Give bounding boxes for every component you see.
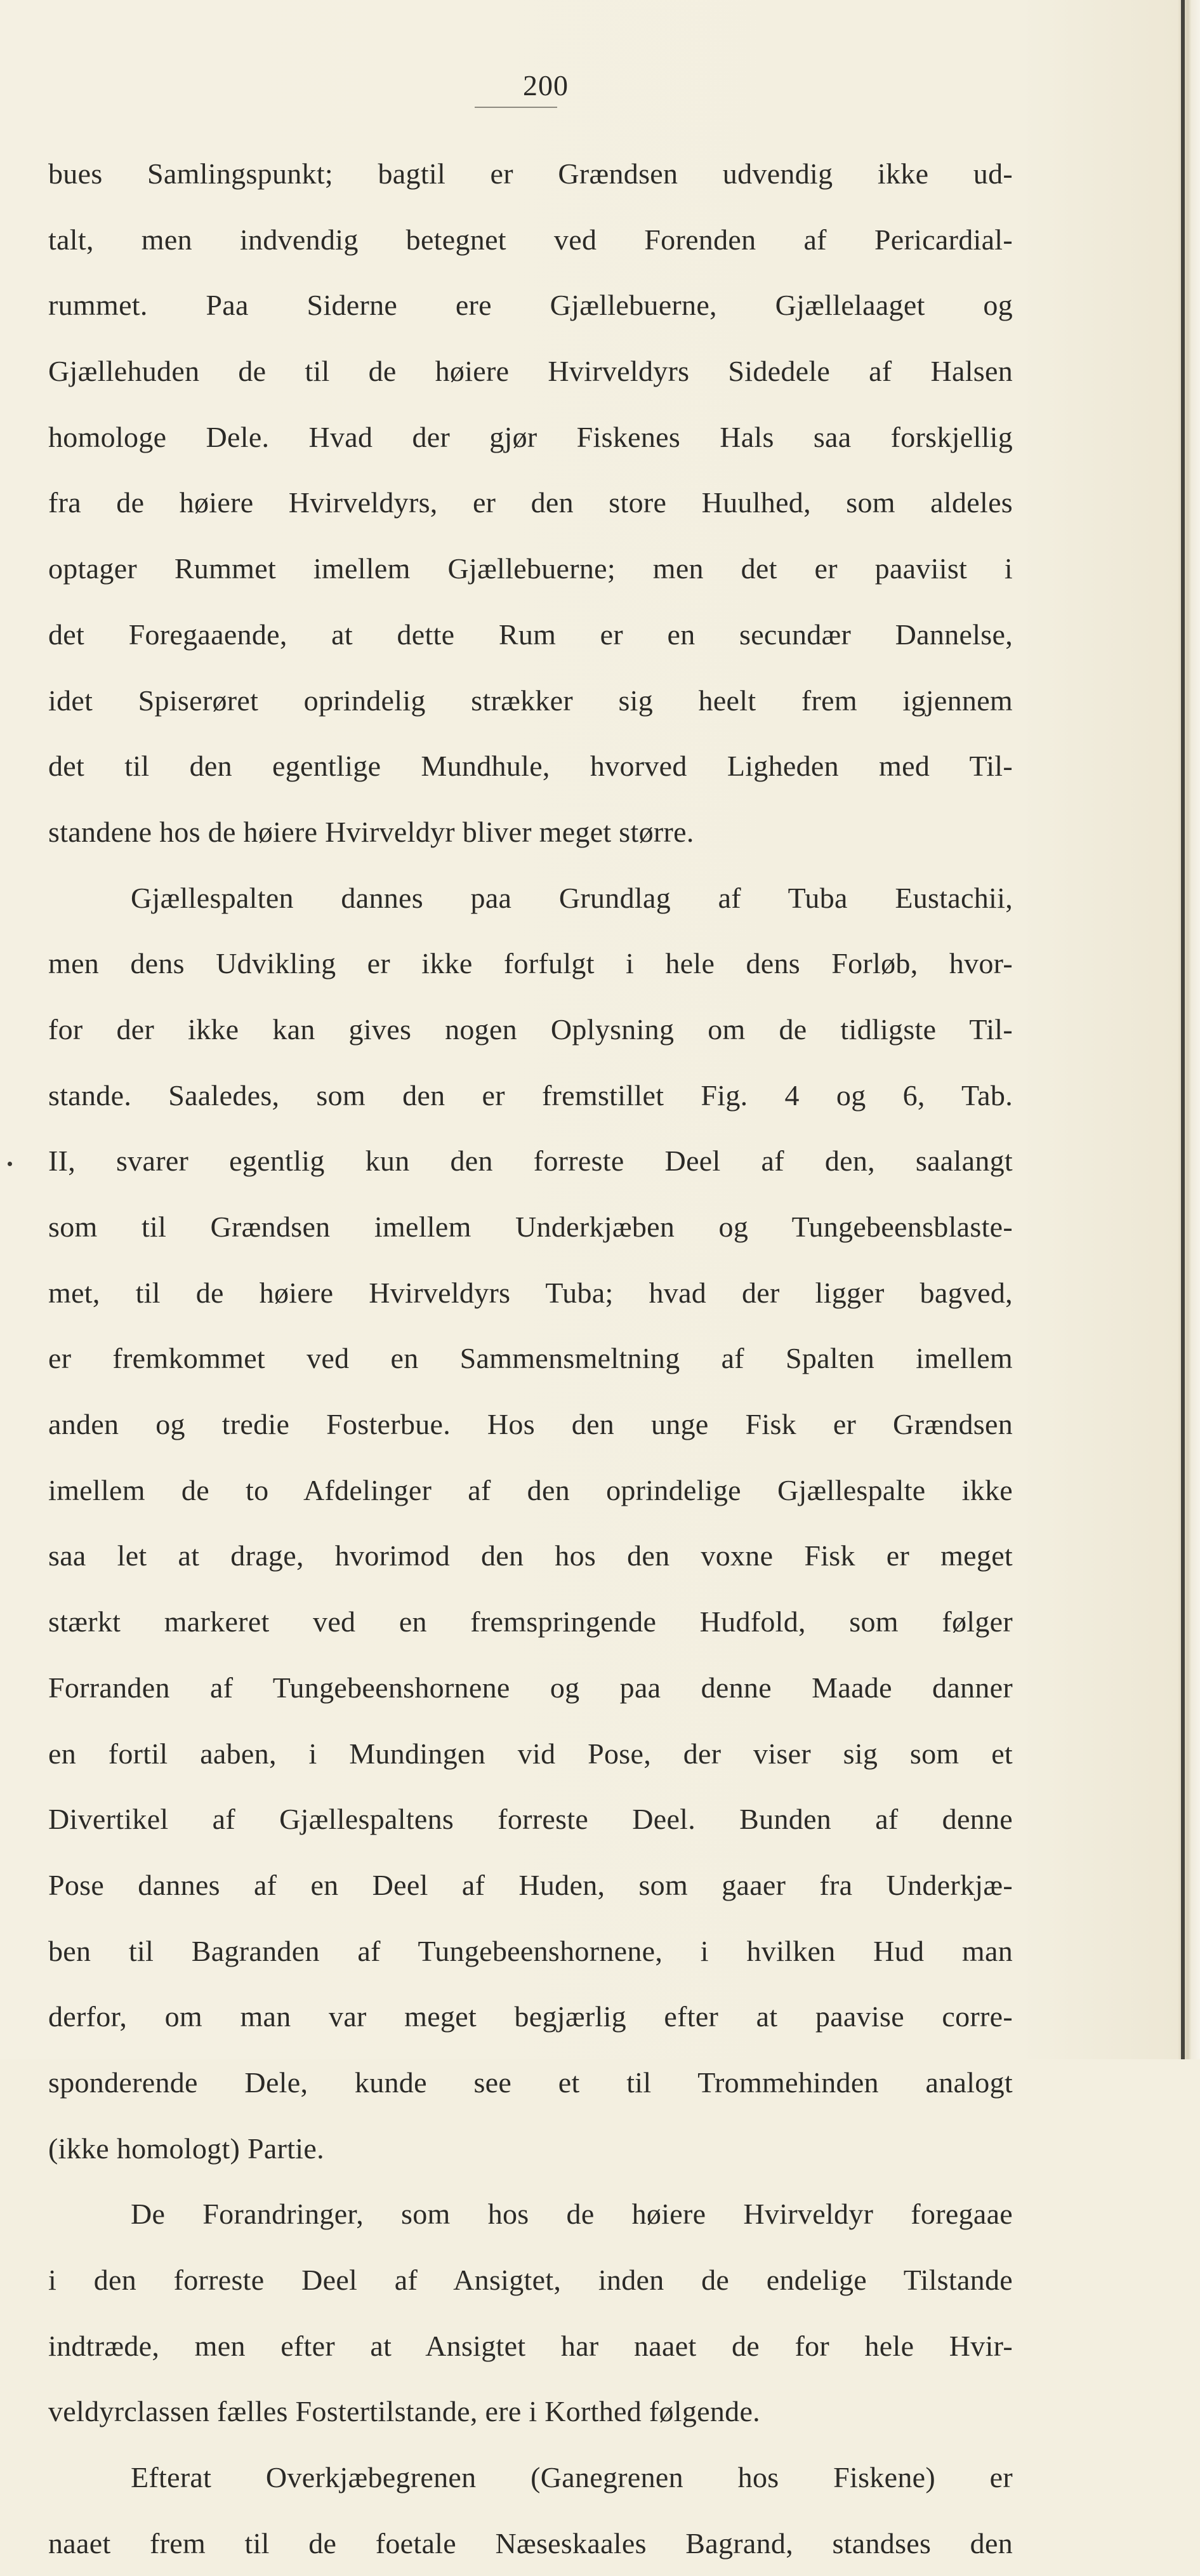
paragraph-first-line: De Forandringer, som hos de høiere Hvirveldyr foregaae (131, 2198, 1013, 2231)
text-line: II, svarer egentlig kun den forreste Deel af den, saalangt (48, 1145, 1013, 1178)
text-line: imellem de to Afdelinger af den oprindelige Gjællespalte ikke (48, 1473, 1013, 1506)
text-line: Divertikel af Gjællespaltens forreste Deel. Bunden af denne (48, 1803, 1013, 1836)
text-line: det Foregaaende, at dette Rum er en secundær Dannelse, (48, 618, 1013, 651)
text-line: saa let at drage, hvorimod den hos den voxne Fisk er meget (48, 1539, 1013, 1572)
text-line: stærkt markeret ved en fremspringende Hudfold, som følger (48, 1605, 1013, 1638)
page-number-rule (475, 107, 557, 108)
text-line: derfor, om man var meget begjærlig efter at paavise corre- (48, 2000, 1013, 2033)
text-line: homologe Dele. Hvad der gjør Fiskenes Hals saa forskjellig (48, 420, 1013, 453)
text-line: indtræde, men efter at Ansigtet har naaet de for hele Hvir- (48, 2329, 1013, 2362)
text-line: Gjællehuden de til de høiere Hvirveldyrs Sidedele af Halsen (48, 355, 1013, 388)
text-line: idet Spiserøret oprindelig strækker sig heelt frem igjennem (48, 684, 1013, 717)
text-line: ben til Bagranden af Tungebeenshornene, i hvilken Hud man (48, 1934, 1013, 1967)
binding-shadow (1181, 0, 1185, 2059)
text-line: Forranden af Tungebeenshornene og paa denne Maade danner (48, 1671, 1013, 1704)
text-line: stande. Saaledes, som den er fremstillet Fig. 4 og 6, Tab. (48, 1079, 1013, 1112)
text-line: en fortil aaben, i Mundingen vid Pose, der viser sig som et (48, 1737, 1013, 1770)
text-line: bues Samlingspunkt; bagtil er Grændsen udvendig ikke ud- (48, 157, 1013, 190)
text-line: Pose dannes af en Deel af Huden, som gaaer fra Underkjæ- (48, 1868, 1013, 1901)
text-line: veldyrclassen fælles Fostertilstande, ere i Korthed følgende. (48, 2395, 760, 2428)
text-line: for der ikke kan gives nogen Oplysning om de tidligste Til- (48, 1012, 1013, 1046)
text-line: optager Rummet imellem Gjællebuerne; men det er paaviist i (48, 552, 1013, 585)
text-line: i den forreste Deel af Ansigtet, inden de endelige Tilstande (48, 2264, 1013, 2296)
text-line: er fremkommet ved en Sammensmeltning af Spalten imellem (48, 1342, 1013, 1375)
paragraph-first-line: Efterat Overkjæbegrenen (Ganegrenen hos Fiskene) er (131, 2461, 1013, 2494)
paragraph-first-line: Gjællespalten dannes paa Grundlag af Tuba Eustachii, (131, 881, 1013, 914)
text-line: sponderende Dele, kunde see et til Trommehinden analogt (48, 2066, 1013, 2099)
text-line: fra de høiere Hvirveldyrs, er den store Huulhed, som aldeles (48, 486, 1013, 519)
text-line: som til Grændsen imellem Underkjæben og Tungebeensblaste- (48, 1211, 1013, 1243)
text-line: rummet. Paa Siderne ere Gjællebuerne, Gjællelaaget og (48, 289, 1013, 322)
text-line: standene hos de høiere Hvirveldyr bliver meget større. (48, 815, 694, 848)
margin-mark (8, 1162, 12, 1166)
text-line: (ikke homologt) Partie. (48, 2132, 324, 2165)
text-line: det til den egentlige Mundhule, hvorved Ligheden med Til- (48, 750, 1013, 783)
page-number: 200 (523, 69, 569, 102)
body-text (48, 141, 1013, 2576)
text-line: met, til de høiere Hvirveldyrs Tuba; hvad der ligger bagved, (48, 1276, 1013, 1309)
text-line: men dens Udvikling er ikke forfulgt i hele dens Forløb, hvor- (48, 947, 1013, 980)
text-line: naaet frem til de foetale Næseskaales Bagrand, standses den (48, 2526, 1013, 2559)
text-line: talt, men indvendig betegnet ved Forenden af Pericardial- (48, 223, 1013, 256)
text-line: anden og tredie Fosterbue. Hos den unge Fisk er Grændsen (48, 1408, 1013, 1441)
